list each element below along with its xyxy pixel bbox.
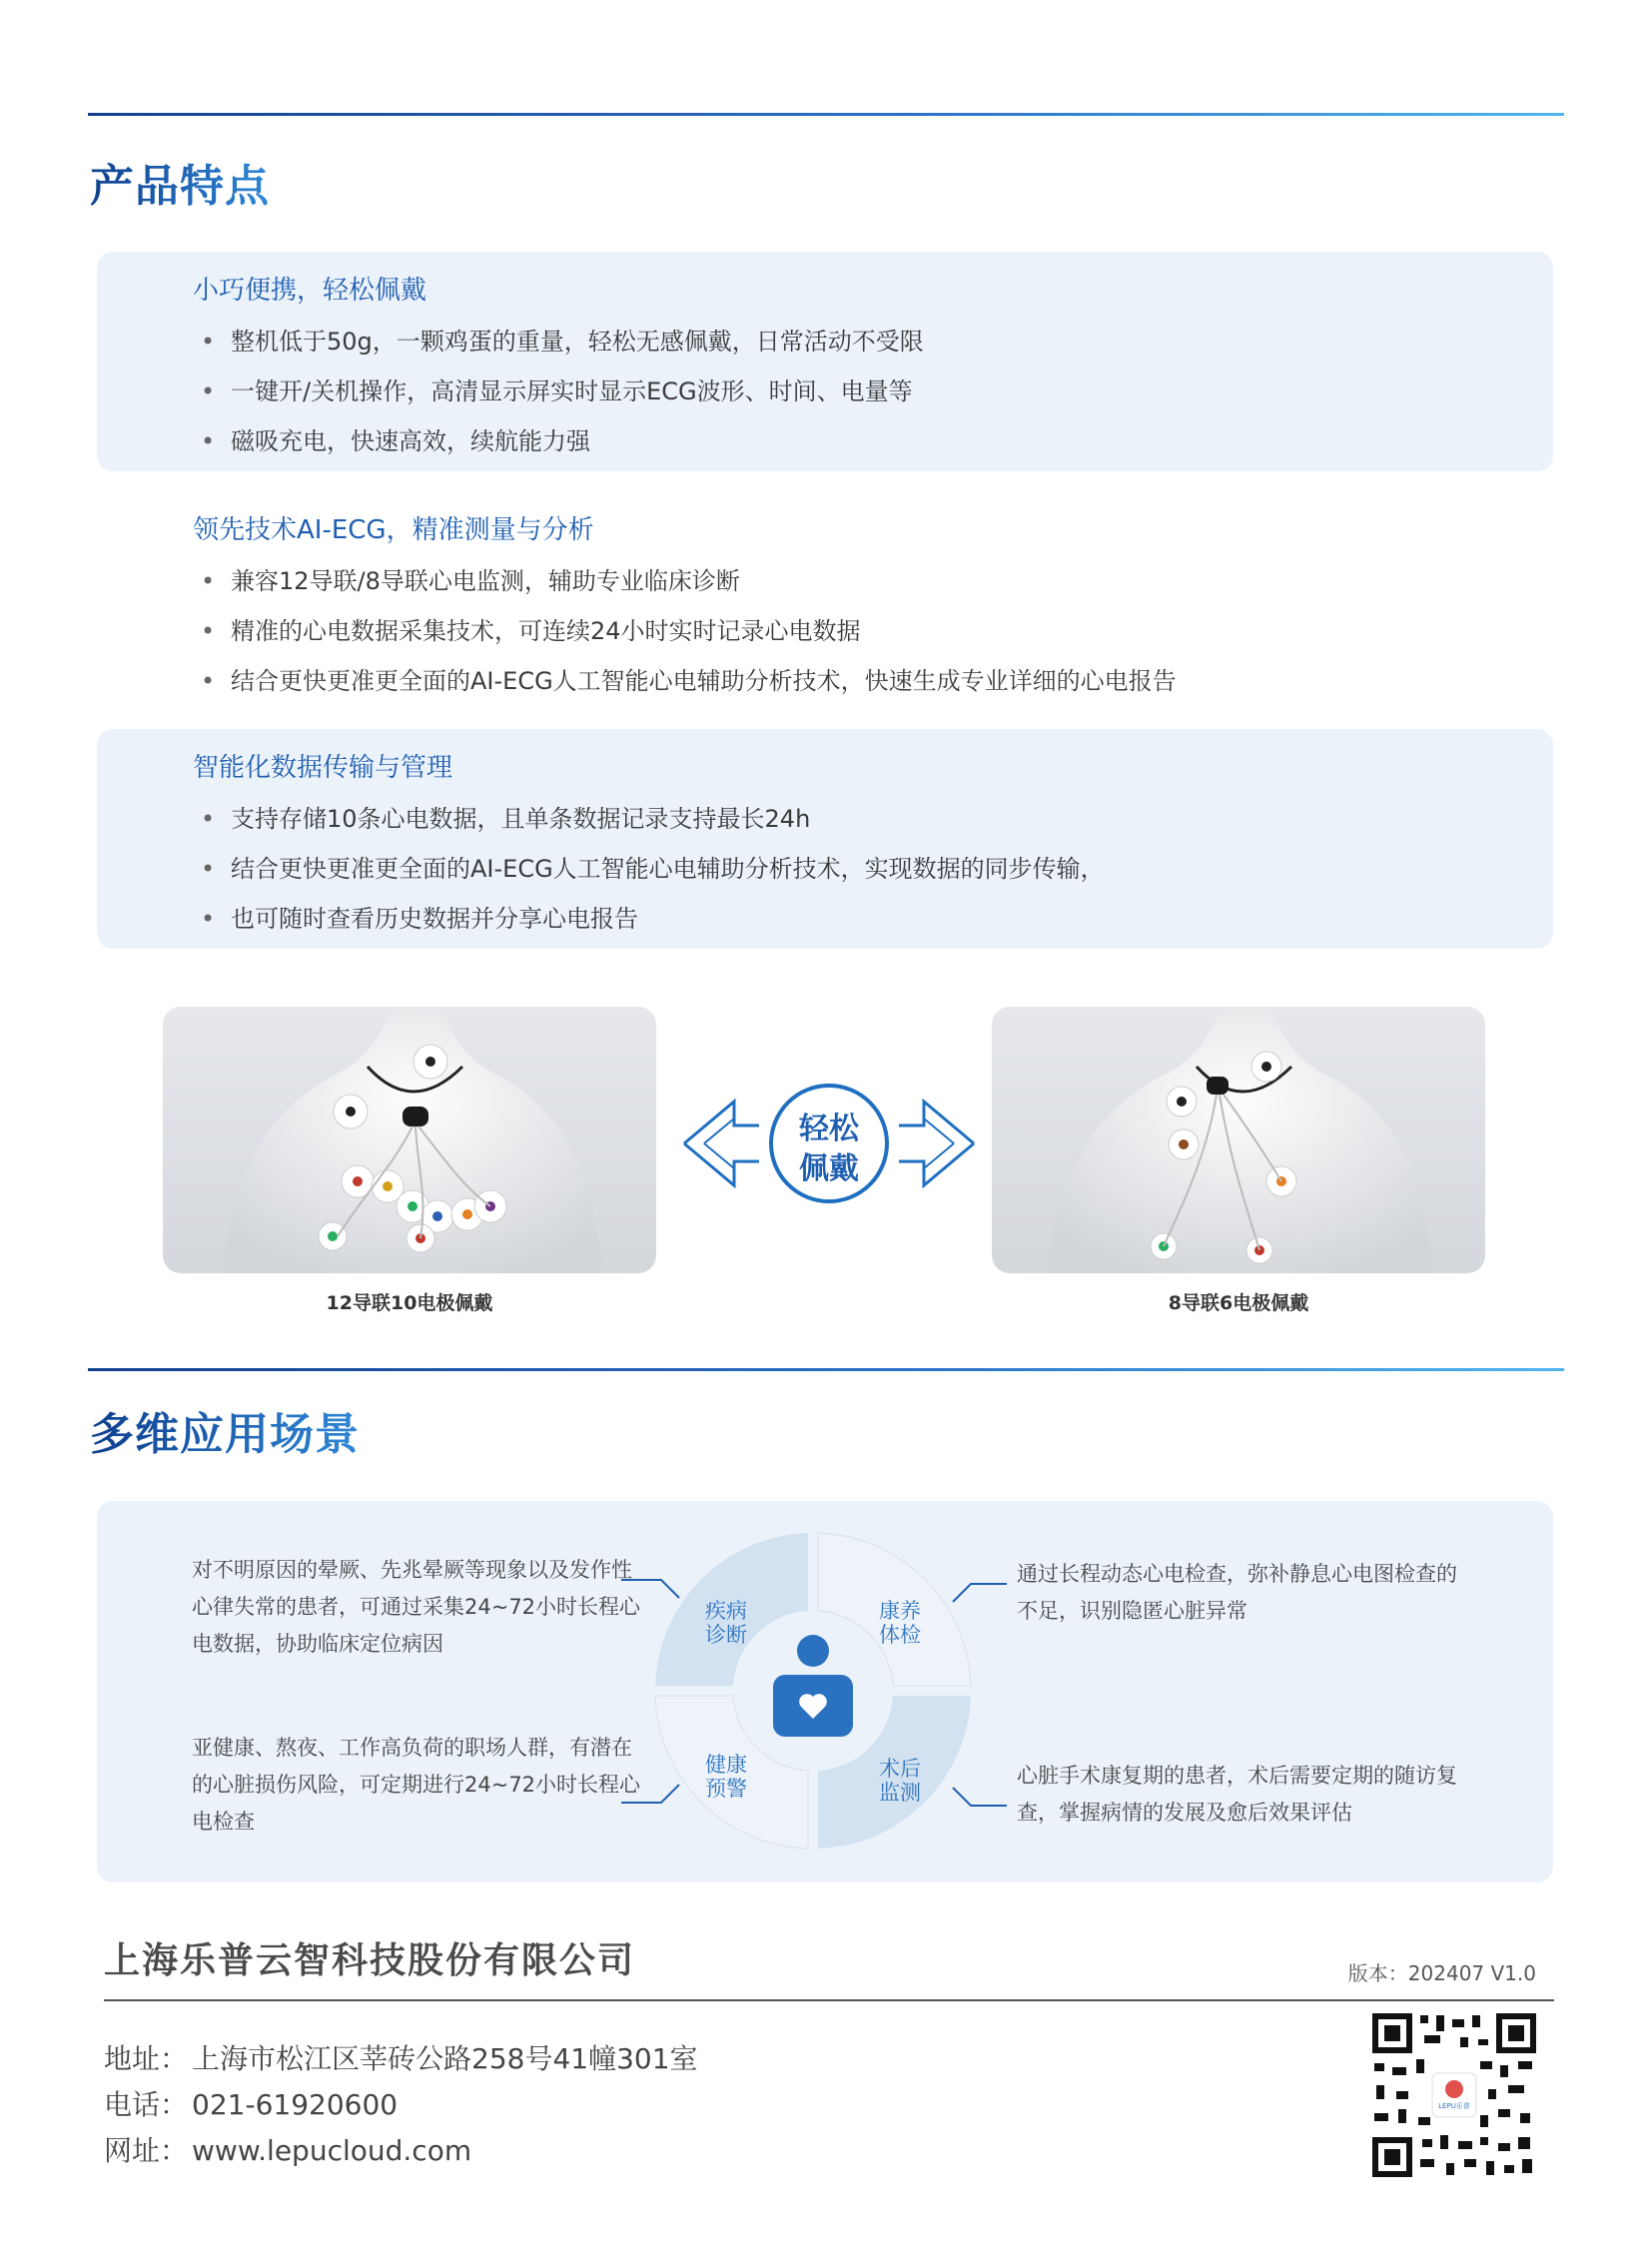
scenario-wheel — [653, 1531, 973, 1851]
qr-code-icon — [1368, 2009, 1540, 2181]
scenario-text-postop: 心脏手术康复期的患者，术后需要定期的随访复查，掌握病情的发展及愈后效果评估 — [1017, 1764, 1457, 1825]
footer-divider — [104, 1999, 1554, 2001]
feature-bullet: • 一键开/关机操作，高清显示屏实时显示ECG波形、时间、电量等 — [193, 374, 1531, 409]
scenario-text-diagnosis: 对不明原因的晕厥、先兆晕厥等现象以及发作性心律失常的患者，可通过采集24~72小时长程心电数据，协助临床定位病因 — [192, 1558, 641, 1656]
section-title-scenarios: 多维应用场景 — [90, 1398, 360, 1462]
contact-website — [104, 2129, 475, 2169]
quadrant-postop-line2: 监测 — [879, 1781, 921, 1805]
badge-text-line1: 轻松 — [799, 1112, 859, 1146]
quadrant-checkup-line1: 康养 — [879, 1599, 921, 1623]
contact-address — [104, 2037, 702, 2077]
feature-bullet-continuation: • 也可随时查看历史数据并分享心电报告 — [193, 902, 1531, 937]
feature-bullet: • 结合更快更准更全面的AI-ECG人工智能心电辅助分析技术，快速生成专业详细的心电报告 — [193, 664, 1531, 699]
scenario-text-warning: 亚健康、熬夜、工作高负荷的职场人群，有潜在的心脏损伤风险，可定期进行24~72小时长程心电检查 — [192, 1736, 641, 1834]
contact-phone — [104, 2083, 402, 2123]
badge-text-line2: 佩戴 — [799, 1151, 859, 1186]
company-name: 上海乐普云智科技股份有限公司 — [104, 1940, 636, 1981]
section-title-features: 产品特点 — [90, 150, 270, 214]
feature-bullet: • 整机低于50g，一颗鸡蛋的重量，轻松无感佩戴，日常活动不受限 — [193, 325, 1531, 360]
feature-heading: 小巧便携，轻松佩戴 — [193, 276, 427, 306]
scenario-text-checkup: 通过长程动态心电检查，弥补静息心电图检查的不足，识别隐匿心脏异常 — [1017, 1562, 1457, 1623]
quadrant-warning-line2: 预警 — [705, 1777, 747, 1801]
address-label: 地址： — [104, 2042, 189, 2075]
quadrant-diagnosis-line2: 诊断 — [705, 1623, 747, 1647]
feature-heading: 智能化数据传输与管理 — [193, 753, 453, 783]
qr-logo-text: LEPU乐普 — [1438, 2102, 1470, 2110]
phone-value: 021-61920600 — [192, 2088, 399, 2121]
website-label: 网址： — [104, 2134, 189, 2167]
caption-12-lead: 12导联10电极佩戴 — [326, 1292, 493, 1314]
feature-bullet: • 磁吸充电，快速高效，续航能力强 — [193, 424, 1531, 459]
website-value: www.lepucloud.com — [192, 2134, 472, 2167]
quadrant-diagnosis-line1: 疾病 — [705, 1599, 747, 1623]
feature-bullet: • 精准的心电数据采集技术，可连续24小时实时记录心电数据 — [193, 614, 1531, 649]
feature-bullet: • 支持存储10条心电数据，且单条数据记录支持最长24h — [193, 802, 1531, 837]
feature-bullet: • 兼容12导联/8导联心电监测，辅助专业临床诊断 — [193, 564, 1531, 599]
patient-heart-icon — [768, 1633, 858, 1743]
quadrant-warning-line1: 健康 — [705, 1753, 747, 1777]
quadrant-postop-line1: 术后 — [879, 1757, 921, 1781]
phone-label: 电话： — [104, 2088, 189, 2121]
feature-heading: 领先技术AI-ECG，精准测量与分析 — [193, 515, 594, 545]
address-value: 上海市松江区莘砖公路258号41幢301室 — [192, 2042, 698, 2075]
quadrant-checkup-line2: 体检 — [879, 1623, 921, 1647]
caption-8-lead: 8导联6电极佩戴 — [1168, 1292, 1309, 1314]
feature-bullet: • 结合更快更准更全面的AI-ECG人工智能心电辅助分析技术，实现数据的同步传输， — [193, 852, 1531, 887]
version-label: 版本：202407 V1.0 — [1347, 1961, 1536, 1985]
